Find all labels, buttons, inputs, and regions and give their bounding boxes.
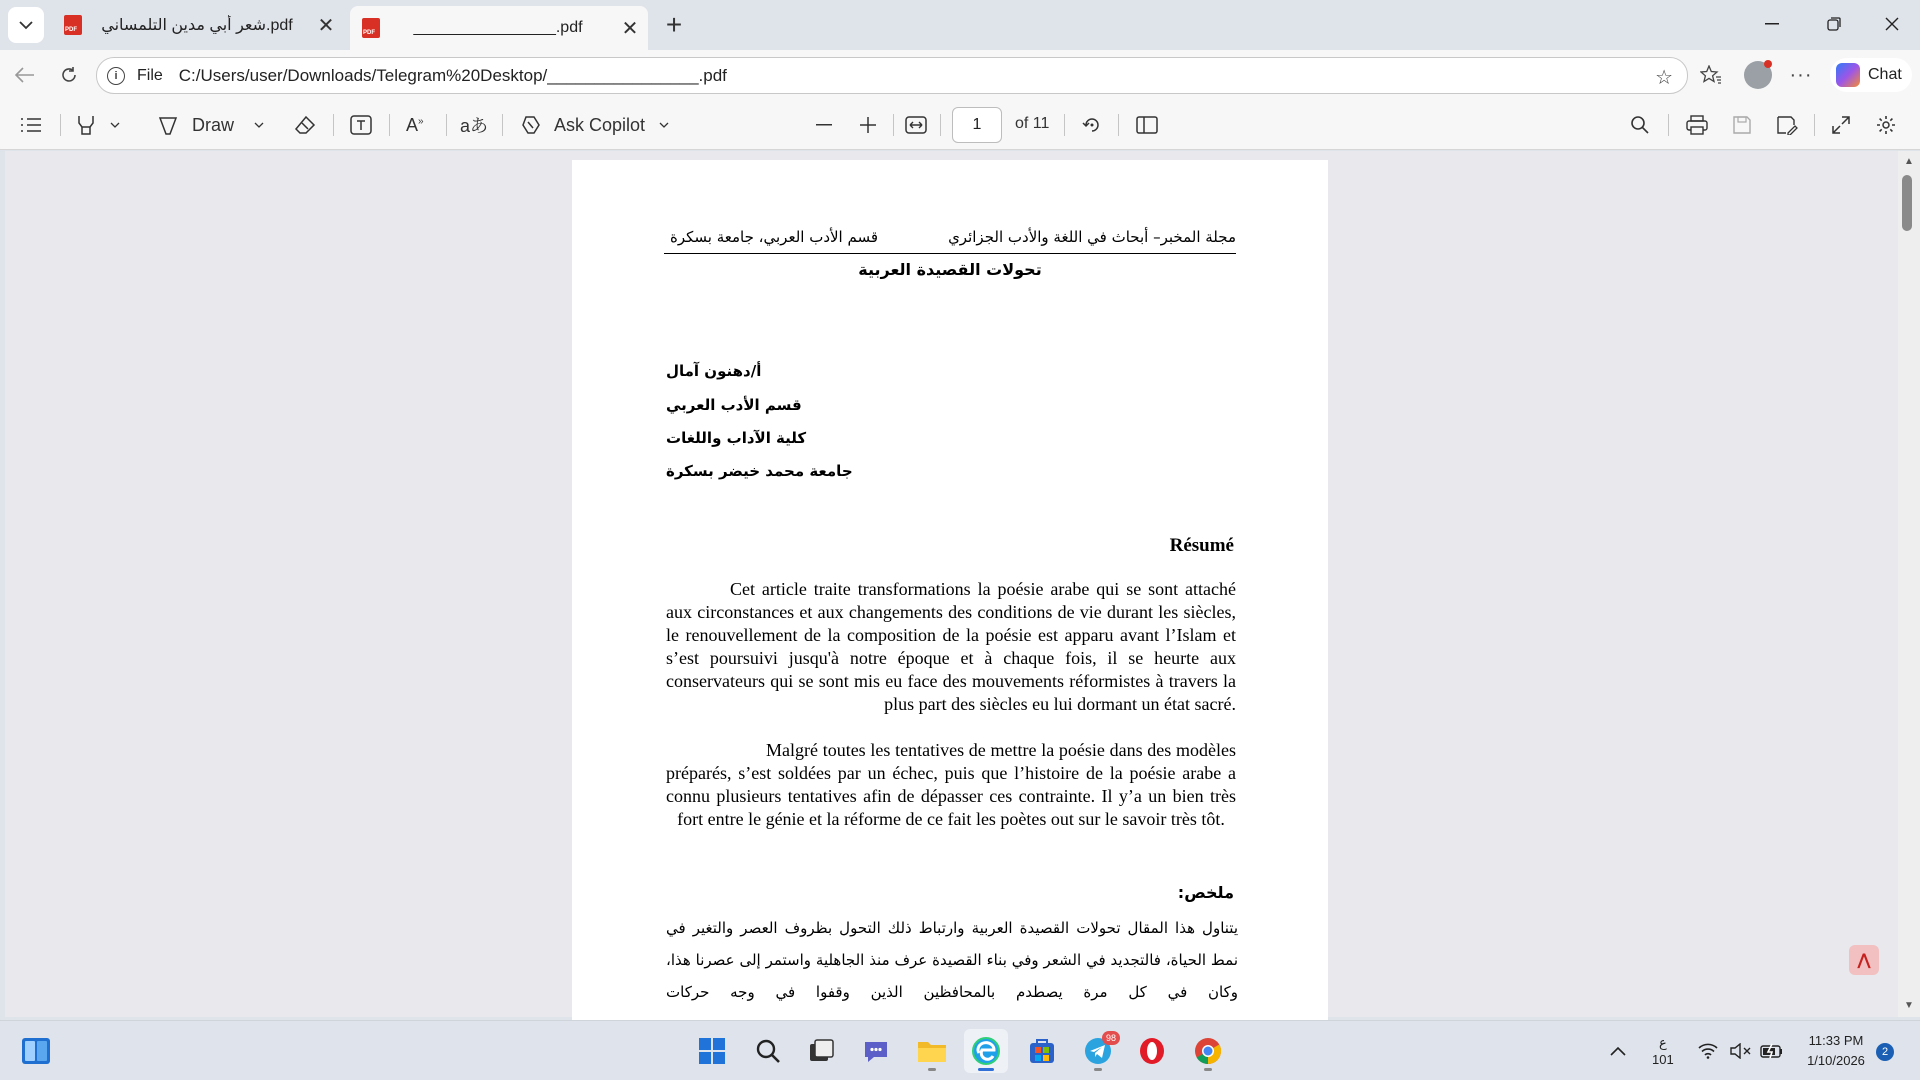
save-button[interactable] — [1732, 109, 1752, 141]
chat-bubble-icon — [862, 1038, 890, 1064]
author-university: جامعة محمد خيضر بسكرة — [666, 462, 853, 480]
toolbar-divider — [502, 114, 503, 136]
pdf-file-icon — [64, 15, 82, 35]
draw-button[interactable] — [158, 109, 264, 141]
navigation-bar — [0, 50, 1920, 100]
search-taskbar-button[interactable] — [746, 1029, 790, 1073]
clock[interactable] — [1800, 1031, 1872, 1071]
chevron-down-icon — [19, 20, 33, 30]
minus-icon — [816, 124, 832, 126]
arabic-summary-heading: ملخص: — [1177, 883, 1234, 902]
running-header — [664, 226, 1236, 254]
document-title: تحولات القصيدة العربية — [858, 260, 1042, 279]
close-icon — [1885, 17, 1899, 31]
header-department: قسم الأدب العربي، جامعة بسكرة — [670, 228, 879, 246]
acrobat-icon[interactable]: ⋀ — [1849, 945, 1879, 975]
page-view-button[interactable] — [1136, 109, 1158, 141]
rotate-button[interactable] — [1082, 109, 1102, 141]
read-aloud-button[interactable] — [406, 109, 424, 141]
volume-status[interactable] — [1730, 1021, 1752, 1080]
running-indicator — [1094, 1068, 1102, 1071]
minimize-button[interactable] — [1744, 0, 1800, 48]
tab-active[interactable] — [350, 6, 648, 50]
resume-paragraph-2: Malgré toutes les tentatives de mettre la poésie dans des modèles préparés, s’est soldées par un échec, puis que l’histoire de la poésie arabe a connu plusieurs tentatives afin de dépasser ces contrainte. Il y’a un bien très fort entre le génie et la réforme de ce fait les poètes out sur le savoir très tôt. — [666, 740, 1236, 829]
pdf-file-icon — [362, 18, 380, 38]
translate-icon: aあ — [460, 116, 489, 136]
author-department: قسم الأدب العربي — [666, 396, 802, 414]
taskbar — [0, 1020, 1920, 1080]
add-text-button[interactable] — [350, 109, 372, 141]
search-button[interactable] — [1630, 109, 1650, 141]
opera-button[interactable] — [1130, 1029, 1174, 1073]
draw-pen-icon — [158, 114, 178, 136]
chat-label: Chat — [1868, 66, 1902, 83]
close-tab-icon[interactable]: ✕ — [317, 14, 335, 37]
url-text[interactable]: C:/Users/user/Downloads/Telegram%20Desktop/________________.pdf — [178, 65, 727, 85]
teams-chat-button[interactable] — [854, 1029, 898, 1073]
wifi-status[interactable] — [1698, 1021, 1718, 1080]
running-indicator — [928, 1068, 936, 1071]
edge-browser-button[interactable] — [964, 1029, 1008, 1073]
opera-logo-icon — [1138, 1037, 1166, 1065]
folder-icon — [917, 1038, 947, 1064]
author-name: أ/دهنون آمال — [666, 362, 762, 380]
minimize-icon — [1765, 23, 1779, 25]
active-indicator — [978, 1068, 994, 1071]
erase-button[interactable] — [294, 109, 316, 141]
back-arrow-icon — [15, 67, 35, 83]
keyboard-layout: 101 — [1652, 1052, 1674, 1067]
contents-button[interactable] — [20, 109, 42, 141]
toolbar-divider — [389, 114, 390, 136]
toolbar-divider — [1064, 114, 1065, 136]
settings-button[interactable] — [1876, 109, 1896, 141]
language-indicator[interactable] — [1652, 1021, 1674, 1080]
resume-paragraph-1: Cet article traite transformations la poésie arabe qui se sont attaché aux circonstances et aux changements des conditions de vie durant les siècles, le renouvellement de la composition de la poésie est apparu avant l’Islam et s’est poursuivi jusqu'à notre époque et à chaque fois, il se heurte aux conservateurs qui se sont mis eu face des mouvements réformistes à travers la plus part des siècles eu lui dormant un état sacré. — [666, 579, 1236, 714]
printer-icon — [1686, 115, 1708, 135]
page-total-label: of 11 — [1015, 115, 1050, 132]
search-icon — [755, 1038, 781, 1064]
search-icon — [1630, 115, 1650, 135]
wifi-icon — [1698, 1043, 1718, 1059]
site-info-icon[interactable]: i — [107, 67, 125, 85]
favorite-star-icon[interactable]: ☆ — [1655, 67, 1673, 89]
page-number-input[interactable]: 1 — [952, 107, 1002, 143]
clock-date: 1/10/2026 — [1807, 1053, 1865, 1068]
tab-inactive[interactable] — [52, 6, 344, 44]
ask-copilot-button[interactable] — [520, 109, 669, 141]
rotate-icon — [1082, 115, 1102, 135]
address-bar[interactable] — [96, 57, 1688, 94]
store-button[interactable] — [1020, 1029, 1064, 1073]
profile-alert-dot — [1764, 60, 1772, 68]
toolbar-divider — [333, 114, 334, 136]
start-button[interactable] — [690, 1029, 734, 1073]
fit-width-icon — [905, 116, 927, 134]
table-of-contents-icon — [20, 117, 42, 133]
toolbar-divider — [446, 114, 447, 136]
eraser-icon — [294, 115, 316, 135]
author-faculty: كلية الآداب واللغات — [666, 429, 807, 447]
gear-icon — [1876, 115, 1896, 135]
chevron-down-icon — [110, 122, 120, 128]
copilot-outline-icon — [520, 114, 542, 136]
toolbar-divider — [60, 114, 61, 136]
save-as-button[interactable] — [1776, 109, 1798, 141]
show-hidden-icons-button[interactable] — [1610, 1021, 1626, 1080]
chevron-up-icon — [1610, 1046, 1626, 1056]
chevron-down-icon — [254, 122, 264, 128]
chrome-button[interactable] — [1186, 1029, 1230, 1073]
store-bag-icon — [1028, 1037, 1056, 1065]
toolbar-divider — [940, 114, 941, 136]
translate-button[interactable] — [460, 109, 488, 141]
more-dots-icon: ··· — [1789, 63, 1813, 86]
speaker-muted-icon — [1730, 1043, 1752, 1059]
draw-label: Draw — [192, 114, 235, 135]
save-as-icon — [1776, 115, 1798, 135]
refresh-button[interactable] — [52, 58, 86, 92]
print-button[interactable] — [1686, 109, 1708, 141]
telegram-unread-badge: 98 — [1102, 1031, 1120, 1045]
chrome-logo-icon — [1194, 1037, 1222, 1065]
favorites-button[interactable] — [1694, 58, 1728, 92]
zoom-out-button[interactable] — [816, 109, 832, 141]
new-tab-button[interactable]: + — [665, 9, 683, 40]
tab-actions-button[interactable] — [8, 7, 44, 43]
scrollbar-thumb[interactable] — [1902, 175, 1912, 231]
highlight-button[interactable] — [76, 109, 120, 141]
file-explorer-button[interactable] — [910, 1029, 954, 1073]
fullscreen-button[interactable] — [1832, 109, 1850, 141]
close-window-button[interactable] — [1864, 0, 1920, 48]
header-journal-name: مجلة المخبر– أبحاث في اللغة والأدب الجزائري — [948, 228, 1236, 246]
ask-copilot-label: Ask Copilot — [554, 114, 646, 135]
pdf-page — [572, 160, 1328, 1020]
text-box-icon — [350, 115, 372, 135]
resume-heading: Résumé — [1169, 535, 1234, 556]
windows-logo-icon — [698, 1037, 726, 1065]
clock-time: 11:33 PM — [1808, 1033, 1864, 1048]
vertical-scrollbar[interactable] — [1898, 151, 1920, 1017]
two-page-view-icon — [1136, 116, 1158, 134]
toolbar-divider — [1814, 114, 1815, 136]
save-disk-icon — [1732, 115, 1752, 135]
more-options-button[interactable] — [1784, 58, 1818, 92]
notification-count-badge[interactable]: 2 — [1876, 1043, 1894, 1061]
tab-title: شعر أبي مدين التلمساني.pdf — [101, 17, 293, 34]
scroll-up-arrow-icon[interactable]: ▲ — [1904, 156, 1914, 167]
back-button[interactable] — [8, 58, 42, 92]
running-indicator — [1204, 1068, 1212, 1071]
edge-logo-icon — [971, 1036, 1001, 1066]
expand-icon — [1832, 116, 1850, 134]
highlighter-icon — [76, 114, 96, 136]
tab-strip — [0, 0, 1920, 50]
favorites-list-icon — [1700, 65, 1722, 85]
read-aloud-icon: A» — [406, 114, 424, 135]
toolbar-divider — [1668, 114, 1669, 136]
refresh-icon — [60, 66, 78, 84]
copilot-icon — [1836, 63, 1860, 87]
url-scheme: File — [137, 66, 163, 84]
restore-icon — [1827, 17, 1841, 31]
language-code: ع — [1658, 1035, 1667, 1050]
scroll-down-arrow-icon[interactable]: ▼ — [1904, 1000, 1914, 1011]
fit-to-width-button[interactable] — [905, 109, 927, 141]
plus-icon — [860, 117, 876, 133]
widgets-icon — [21, 1037, 51, 1065]
battery-status[interactable] — [1760, 1021, 1784, 1080]
telegram-button[interactable] — [1076, 1029, 1120, 1073]
task-view-button[interactable] — [800, 1029, 844, 1073]
widgets-button[interactable] — [14, 1029, 58, 1073]
task-view-icon — [809, 1039, 835, 1063]
zoom-in-button[interactable] — [860, 109, 876, 141]
toolbar-divider — [893, 114, 894, 136]
copilot-chat-button[interactable] — [1830, 58, 1912, 92]
restore-button[interactable] — [1806, 0, 1862, 48]
toolbar-divider — [1118, 114, 1119, 136]
tab-title: ________________.pdf — [413, 19, 583, 36]
chevron-down-icon — [659, 122, 669, 128]
battery-charging-icon — [1760, 1043, 1784, 1059]
pdf-toolbar — [0, 100, 1920, 150]
close-tab-icon[interactable]: ✕ — [621, 17, 639, 40]
arabic-summary-paragraph: يتناول هذا المقال تحولات القصيدة العربية وارتباط ذلك التحول بظروف العصر والتغير في نمط الحياة، فالتجديد في الشعر وفي بناء القصيدة عرف منذ الجاهلية واستمر إلى عصرنا هذا، وكان في كل مرة يصطدم بالمحافظين الذين وقفوا في وجه حركات — [666, 919, 1238, 1001]
